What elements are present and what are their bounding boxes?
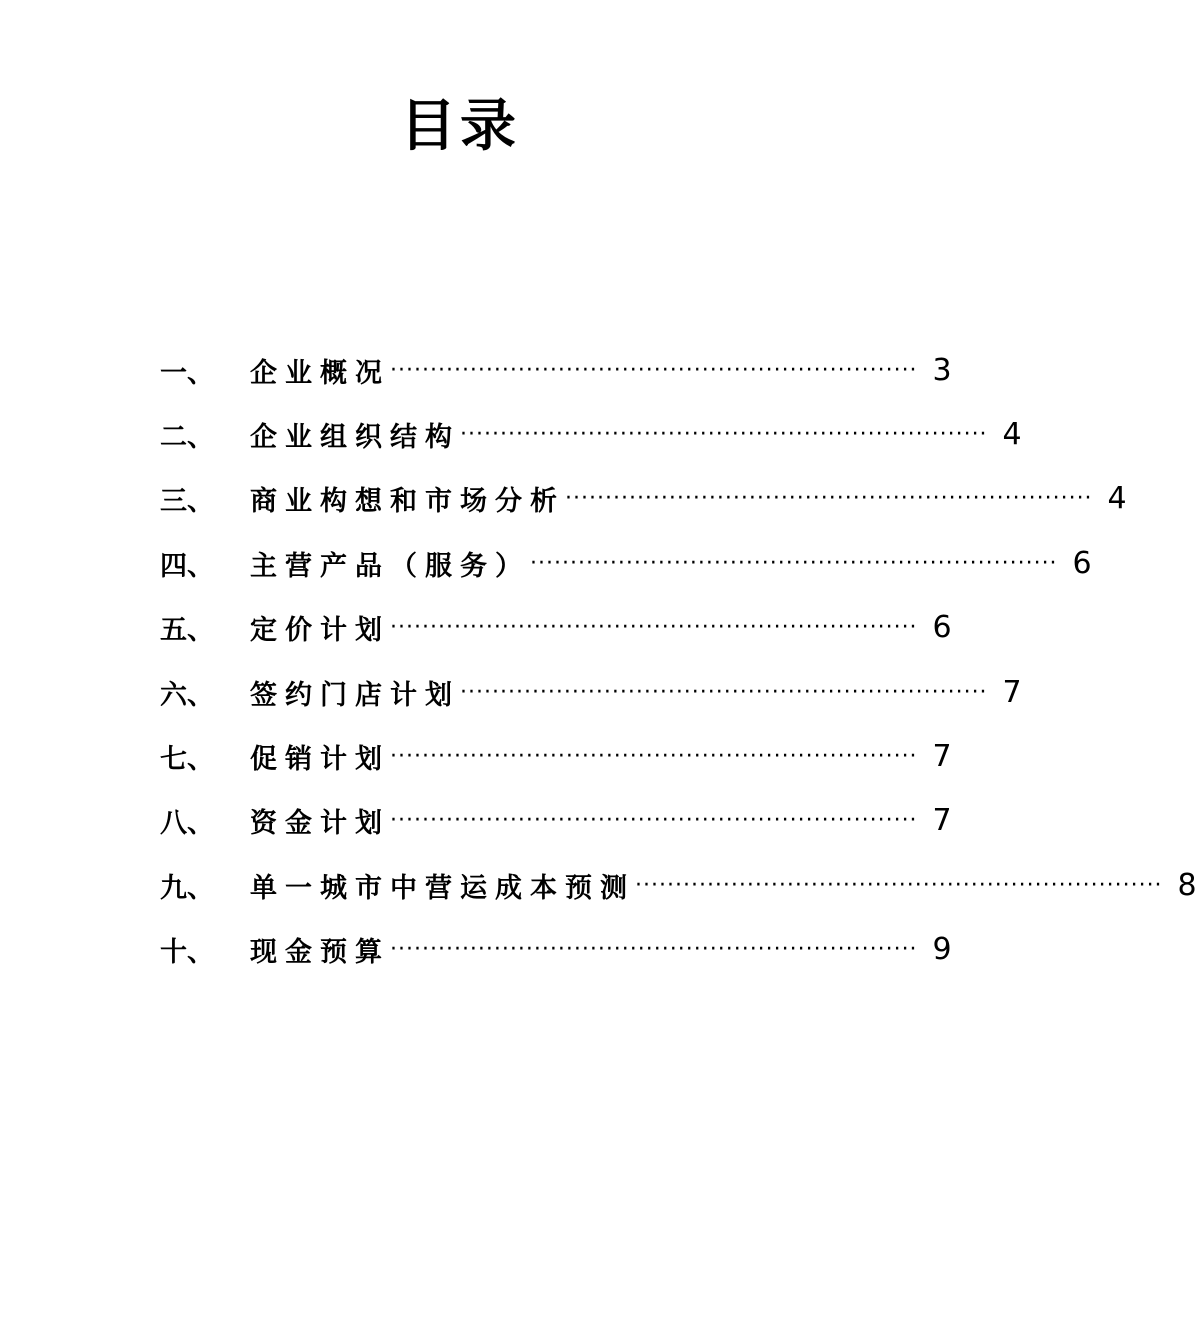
toc-entry-number: 四、 (160, 550, 214, 582)
toc-entry-number: 九、 (160, 872, 214, 904)
toc-entry-page: 6 (1072, 545, 1092, 581)
toc-entry[interactable] (160, 789, 952, 853)
toc-entry[interactable] (160, 596, 952, 660)
toc-entry[interactable] (160, 467, 1127, 531)
toc-entry-label: 企业概况 (250, 357, 390, 389)
toc-entry-number: 二、 (160, 422, 214, 454)
toc-entry-page: 6 (932, 610, 952, 646)
toc-entry[interactable] (160, 660, 1022, 724)
toc-entry-page: 4 (1002, 417, 1022, 453)
toc-entry-number: 一、 (160, 357, 214, 389)
toc-entry-page: 4 (1107, 481, 1127, 517)
toc-entry-label: 单一城市中营运成本预测 (250, 872, 635, 904)
toc-leader-dots: ·································································· (390, 744, 918, 770)
toc-entry-page: 9 (932, 932, 952, 968)
toc-leader-dots: ·································································· (390, 808, 918, 834)
toc-leader-dots: ·································································· (460, 679, 988, 705)
toc-leader-dots: ·································································· (565, 486, 1093, 512)
page-title: 目录 (400, 94, 520, 159)
toc-entry-label: 定价计划 (250, 615, 390, 647)
toc-leader-dots: ·································································· (390, 357, 918, 383)
toc-entry-page: 3 (932, 352, 952, 388)
toc-entry-page: 7 (932, 803, 952, 839)
toc-entry-page: 7 (932, 739, 952, 775)
toc-entry[interactable] (160, 918, 952, 982)
toc-entry[interactable] (160, 402, 1022, 466)
toc-entry-label: 企业组织结构 (250, 422, 460, 454)
toc-leader-dots: ·································································· (390, 615, 918, 641)
table-of-contents (160, 338, 1197, 982)
toc-entry[interactable] (160, 724, 952, 788)
toc-entry-page: 8 (1177, 867, 1197, 903)
toc-entry[interactable] (160, 531, 1092, 595)
toc-entry-label: 促销计划 (250, 744, 390, 776)
toc-entry-label: 现金预算 (250, 937, 390, 969)
toc-entry-number: 十、 (160, 937, 214, 969)
toc-entry-number: 五、 (160, 615, 214, 647)
toc-entry-number: 三、 (160, 486, 214, 518)
toc-entry-number: 六、 (160, 679, 214, 711)
toc-leader-dots: ·································································· (390, 937, 918, 963)
toc-leader-dots: ·································································· (460, 422, 988, 448)
toc-entry-page: 7 (1002, 674, 1022, 710)
toc-entry[interactable] (160, 338, 952, 402)
toc-entry-label: 商业构想和市场分析 (250, 486, 565, 518)
toc-entry-number: 八、 (160, 808, 214, 840)
toc-entry-label: 资金计划 (250, 808, 390, 840)
toc-entry-label: 签约门店计划 (250, 679, 460, 711)
toc-entry-number: 七、 (160, 744, 214, 776)
toc-entry[interactable] (160, 853, 1197, 917)
toc-entry-label: 主营产品（服务） (250, 550, 530, 582)
toc-leader-dots: ·································································· (530, 550, 1058, 576)
toc-leader-dots: ·································································· (635, 872, 1163, 898)
